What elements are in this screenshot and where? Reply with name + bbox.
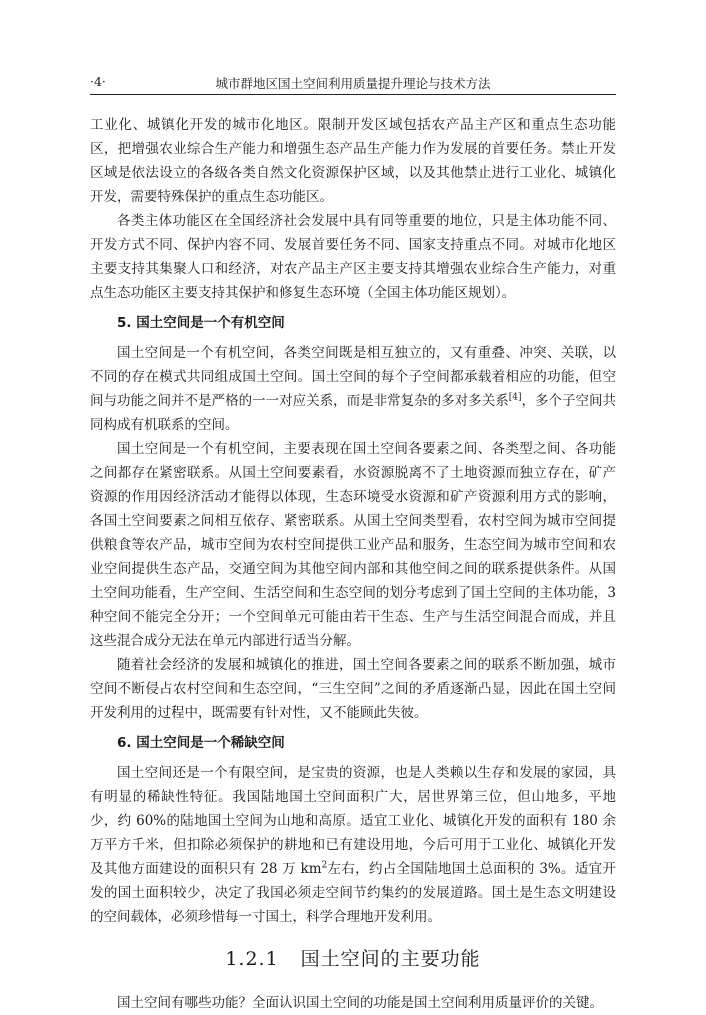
subheading-organic-space: 5. 国土空间是一个有机空间 [117,315,285,331]
paragraph-text: ，多个子空间共同构成有机联系的空间。 [90,393,616,433]
body-text [90,113,616,1015]
paragraph: 随着社会经济的发展和城镇化的推进，国土空间各要素之间的联系不断加强，城市空间不断侵占农村空间和生态空间，“三生空间”之间的矛盾逐渐凸显，因此在国土空间开发利用的过程中，既需要有针对性，又不能顾此失彼。 [90,657,616,721]
paragraph: 工业化、城镇化开发的城市化地区。限制开发区域包括农产品主产区和重点生态功能区，把增强农业综合生产能力和增强生态产品生产能力作为发展的首要任务。禁止开发区域是依法设立的各级各类自然文化资源保护区域，以及其他禁止进行工业化、城镇化开发，需要特殊保护的重点生态功能区。 [90,117,616,205]
subheading-scarce-space: 6. 国土空间是一个稀缺空间 [117,735,285,751]
running-title: 城市群地区国土空间利用质量提升理论与技术方法 [215,76,491,91]
section-title: 国土空间的主要功能 [300,948,481,970]
paragraph [90,761,616,929]
paragraph: 国土空间有哪些功能？全面认识国土空间的功能是国土空间利用质量评价的关键。 [117,995,603,1011]
paragraph: 各类主体功能区在全国经济社会发展中具有同等重要的地位，只是主体功能不同、开发方式不同、保护内容不同、发展首要任务不同、国家支持重点不同。对城市化地区主要支持其集聚人口和经济，对农产品主产区主要支持其增强农业综合生产能力，对重点生态功能区主要支持其保护和修复生态环境（全国主体功能区规划）。 [90,213,616,301]
running-header [90,74,616,95]
page-number: ·4· [90,74,106,89]
section-number: 1.2.1 [225,948,279,970]
superscript: 2 [321,860,328,871]
paragraph-text: 左右，约占全国陆地国土总面积的 3%。适宜开发的国土面积较少，决定了我国必须走空间节约集约的发展道路。国土是生态文明建设的空间载体，必须珍惜每一寸国土，科学合理地开发利用。 [90,861,616,925]
paragraph-text: 国土空间还是一个有限空间，是宝贵的资源，也是人类赖以生存和发展的家园，具有明显的稀缺性特征。我国陆地国土空间面积广大，居世界第三位，但山地多，平地少，约 60%的陆地国土空间为山地和高原。适宜工业化、城镇化开发的面积有 180 余万平方千米，但扣除必须保护的耕地和已有建设用地，今后可用于工业化、城镇化开发及其他方面建设的面积只有 28 万 km [90,765,616,877]
citation-ref[interactable]: [4] [508,392,522,403]
section-heading [90,945,616,973]
paragraph [90,341,616,437]
paragraph-text: 国土空间是一个有机空间，各类空间既是相互独立的，又有重叠、冲突、关联，以不同的存在模式共同组成国土空间。国土空间的每个子空间都承载着相应的功能，但空间与功能之间并不是严格的一一对应关系，而是非常复杂的多对多关系 [90,345,616,409]
paragraph: 国土空间是一个有机空间，主要表现在国土空间各要素之间、各类型之间、各功能之间都存在紧密联系。从国土空间要素看，水资源脱离不了土地资源而独立存在，矿产资源的作用因经济活动才能得以体现，生态环境受水资源和矿产资源利用方式的影响，各国土空间要素之间相互依存、紧密联系。从国土空间类型看，农村空间为城市空间提供粮食等农产品，城市空间为农村空间提供工业产品和服务，生态空间为城市空间和农业空间提供生态产品，交通空间为其他空间内部和其他空间之间的联系提供条件。从国土空间功能看，生产空间、生活空间和生态空间的划分考虑到了国土空间的主体功能，3 种空间不能完全分开；一个空间单元可能由若干生态、生产与生活空间混合而成，并且这些混合成分无法在单元内部进行适当分解。 [90,441,616,649]
